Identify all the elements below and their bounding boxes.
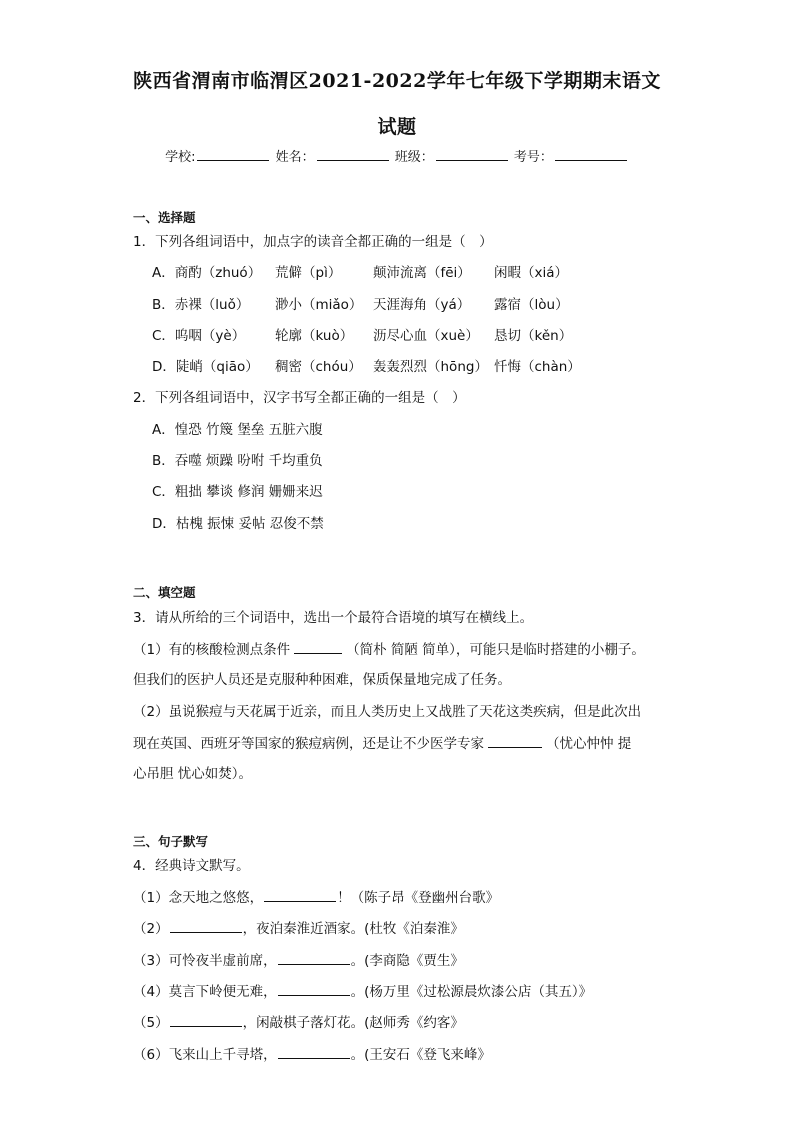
option-a-4: 闲暇（xiá） (494, 265, 569, 281)
q3-part2-line2 (133, 733, 631, 754)
q4-item-1-post: ！（陈子昂《登幽州台歌》 (337, 890, 500, 906)
q3-part1-blank[interactable] (294, 639, 342, 654)
option-c-1: C．呜咽（yè） (152, 328, 246, 344)
q4-item-5-post: ，闲敲棋子落灯花。(赵师秀《约客》 (242, 1015, 464, 1031)
option-a-2: 荒僻（pì） (275, 265, 342, 281)
q3-part2-line1: （2）虽说猴痘与天花属于近亲，而且人类历史上又战胜了天花这类疾病，但是此次出 (133, 704, 642, 720)
question-3-stem: 3．请从所给的三个词语中，选出一个最符合语境的填写在横线上。 (133, 610, 534, 626)
q4-item-5-blank[interactable] (170, 1012, 242, 1027)
option-b-1: B．赤裸（luǒ） (152, 297, 250, 313)
q3-part1-text-a: （1）有的核酸检测点条件 (133, 642, 291, 658)
school-blank[interactable] (197, 148, 269, 161)
student-info-row (0, 146, 794, 165)
q4-item-1-blank[interactable] (264, 887, 336, 902)
q4-item-6-pre: （6）飞来山上千寻塔， (133, 1047, 277, 1063)
q3-part1-line1 (133, 639, 645, 660)
number-label: 考号： (513, 150, 553, 165)
q4-item-4-post: 。(杨万里《过松源晨炊漆公店（其五）》 (350, 984, 593, 1000)
q4-item-5-pre: （5） (133, 1015, 169, 1031)
q4-item-2 (133, 918, 464, 939)
option-a-1: A．商酌（zhuó） (152, 265, 262, 281)
q4-item-6-blank[interactable] (278, 1044, 350, 1059)
option-d-4: 忏悔（chàn） (494, 359, 581, 375)
section-heading-fill: 二、填空题 (133, 585, 196, 600)
option-d-2: 稠密（chóu） (275, 359, 362, 375)
option-c-4: 恳切（kěn） (494, 328, 573, 344)
exam-title-line2: 试题 (377, 116, 417, 138)
exam-title-line1: 陕西省渭南市临渭区2021-2022学年七年级下学期期末语文 (133, 70, 661, 92)
q3-part1-line2: 但我们的医护人员还是克服种种困难，保质保量地完成了任务。 (133, 672, 511, 688)
q4-item-6 (133, 1044, 491, 1065)
section-heading-recitation: 三、句子默写 (133, 834, 209, 849)
q3-part2-line3: 心吊胆 忧心如焚）。 (133, 766, 253, 782)
option-b-2: 渺小（miǎo） (275, 297, 363, 313)
q4-item-4-pre: （4）莫言下岭便无难， (133, 984, 277, 1000)
q4-item-1 (133, 887, 499, 908)
question-1-stem: 1．下列各组词语中，加点字的读音全都正确的一组是（ ） (133, 234, 493, 250)
option-d-3: 轰轰烈烈（hōng） (373, 359, 488, 375)
option-b-4: 露宿（lòu） (494, 297, 569, 313)
q4-item-5 (133, 1012, 464, 1033)
q2-option-d: D．枯槐 振悚 妥帖 忍俊不禁 (152, 516, 324, 532)
q4-item-3-pre: （3）可怜夜半虚前席， (133, 953, 277, 969)
option-d-1: D．陡峭（qiāo） (152, 359, 259, 375)
section-heading-choice: 一、选择题 (133, 210, 196, 225)
q3-part1-text-b: （简朴 简陋 简单），可能只是临时搭建的小棚子。 (346, 642, 645, 658)
option-a-3: 颠沛流离（fēi） (373, 265, 471, 281)
q4-item-2-blank[interactable] (170, 918, 242, 933)
name-label: 姓名： (275, 150, 315, 165)
question-2-stem: 2．下列各组词语中，汉字书写全都正确的一组是（ ） (133, 390, 466, 406)
option-c-3: 沥尽心血（xuè） (373, 328, 479, 344)
q4-item-3 (133, 950, 464, 971)
q4-item-4-blank[interactable] (278, 981, 350, 996)
q4-item-6-post: 。(王安石《登飞来峰》 (350, 1047, 491, 1063)
q4-item-4 (133, 981, 592, 1002)
q4-item-2-post: ，夜泊秦淮近酒家。(杜牧《泊秦淮》 (242, 921, 464, 937)
name-blank[interactable] (317, 148, 389, 161)
q2-option-a: A．惶恐 竹篾 堡垒 五脏六腹 (152, 422, 323, 438)
q2-option-c: C．粗拙 攀谈 修润 姗姗来迟 (152, 484, 323, 500)
number-blank[interactable] (555, 148, 627, 161)
q4-item-3-post: 。(李商隐《贾生》 (350, 953, 464, 969)
option-b-3: 天涯海角（yá） (373, 297, 471, 313)
q4-item-2-pre: （2） (133, 921, 169, 937)
question-4-stem: 4．经典诗文默写。 (133, 858, 250, 874)
q3-part2-blank[interactable] (488, 733, 542, 748)
q4-item-3-blank[interactable] (278, 950, 350, 965)
option-c-2: 轮廓（kuò） (275, 328, 354, 344)
q2-option-b: B．吞噬 烦躁 吩咐 千均重负 (152, 453, 323, 469)
q4-item-1-pre: （1）念天地之悠悠， (133, 890, 264, 906)
q3-part2-text-b: （忧心忡忡 提 (546, 736, 632, 752)
class-label: 班级： (394, 150, 434, 165)
class-blank[interactable] (436, 148, 508, 161)
school-label: 学校: (165, 150, 196, 165)
q3-part2-text-a: 现在英国、西班牙等国家的猴痘病例，还是让不少医学专家 (133, 736, 484, 752)
